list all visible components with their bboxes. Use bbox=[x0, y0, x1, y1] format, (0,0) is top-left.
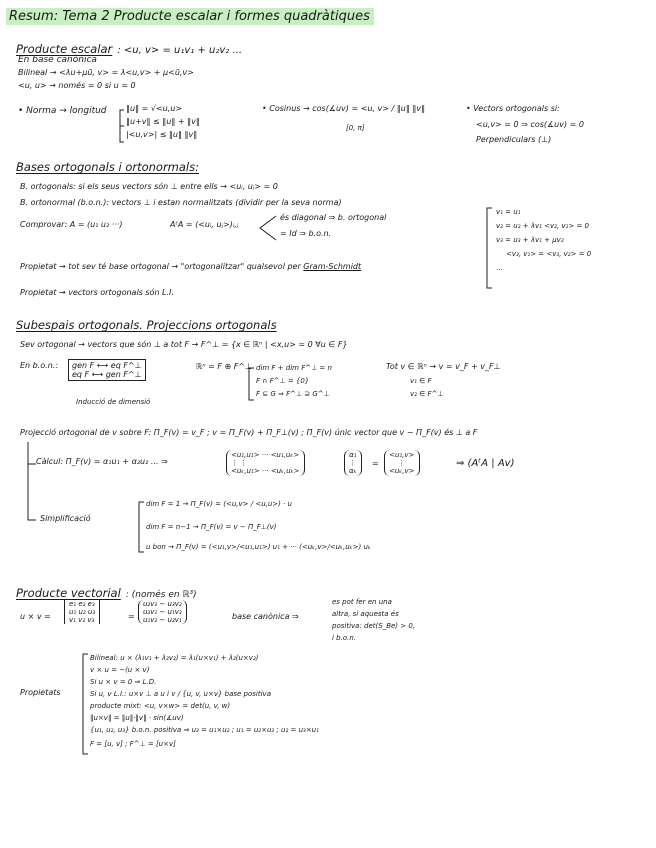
uxv-label: u × v = bbox=[20, 612, 51, 621]
inducio-dimensio: Inducció de dimensió bbox=[76, 398, 151, 406]
simp-item: dim F = n−1 → Π_F(v) = v − Π_F⊥(v) bbox=[146, 523, 277, 531]
tot-item: v₂ ∈ F^⊥ bbox=[410, 390, 444, 398]
gs-line: <v₃, v₁> = <v₃, v₂> = 0 bbox=[506, 250, 592, 258]
rn-item: F ∩ F^⊥ = {0} bbox=[256, 377, 310, 385]
note-line: positiva: det(S_Be) > 0, bbox=[332, 622, 416, 630]
propietat-item: F = [u, v] ; F^⊥ = [u×v] bbox=[90, 740, 176, 748]
producte-vectorial-note: : (només en ℝ³) bbox=[125, 590, 197, 600]
box-line: gen F ⟷ eq F^⊥ bbox=[72, 361, 142, 370]
cross-row: u₁v₂ − u₂v₁ bbox=[143, 616, 182, 624]
rn-item: F ⊆ G ⇒ F^⊥ ⊇ G^⊥ bbox=[256, 390, 330, 398]
cosinus-formula: • Cosinus → cos(∡uv) = <u, v> / ‖u‖ ‖v‖ bbox=[262, 104, 426, 113]
projeccio-ortogonal: Projecció ortogonal de v sobre F: Π_F(v) = v_F ; v = Π_F(v) + Π_F⊥(v) ; Π_F(v) únic vector que v − Π_F(v) és ⊥ a F bbox=[20, 428, 478, 437]
b-ortogonals: B. ortogonals: si els seus vectors són ⊥ entre ells → <uᵢ, uⱼ> = 0 bbox=[20, 182, 278, 191]
equals-sign: = bbox=[372, 459, 379, 468]
note-line: es pot fer en una bbox=[332, 598, 392, 606]
rhs-entry: ⋮ bbox=[398, 459, 406, 467]
vectors-ortogonals: • Vectors ortogonals si: bbox=[466, 104, 560, 113]
note-line: altra, si aquesta és bbox=[332, 610, 399, 618]
alpha-entry: αₖ bbox=[349, 467, 357, 475]
propietat-item: producte mixt: <u, v×w> = det(u, v, w) bbox=[90, 702, 231, 710]
producte-escalar-heading: Producte escalar bbox=[16, 42, 113, 56]
note-line: i b.o.n. bbox=[332, 634, 357, 642]
det-row: e₁ e₂ e₃ bbox=[69, 600, 95, 608]
propietat-item: Si u × v = 0 ⇒ L.D. bbox=[90, 678, 157, 686]
tot-v: Tot v ∈ ℝⁿ → v = v_F + v_F⊥ bbox=[386, 362, 501, 371]
diag-bon: = Id ⇒ b.o.n. bbox=[280, 229, 332, 238]
alpha-entry: α₁ bbox=[349, 451, 357, 459]
alpha-entry: ⋮ bbox=[349, 459, 357, 467]
bases-heading: Bases ortogonals i ortonormals: bbox=[16, 160, 199, 174]
matrix-row: ⋮ ⋮ bbox=[231, 459, 248, 467]
en-bon: En b.o.n.: bbox=[20, 361, 59, 370]
bilineal-line: Bilineal → <λu+μũ, v> = λ<u,v> + μ<ũ,v> bbox=[18, 68, 194, 77]
base-canonica: base canònica ⇒ bbox=[232, 612, 299, 621]
matrix-row: <uₖ,u₁> ··· <uₖ,uₖ> bbox=[231, 467, 300, 475]
base-canonica-line: En base canònica bbox=[18, 55, 97, 65]
calcul-line: Càlcul: Π_F(v) = α₁u₁ + α₂u₂ ... ⇒ bbox=[36, 457, 168, 466]
simp-brace bbox=[136, 500, 146, 554]
perpendiculars: Perpendiculars (⊥) bbox=[476, 135, 552, 144]
propietats-brace bbox=[80, 652, 90, 756]
norma-item: ‖u‖ = √<u,u> bbox=[126, 104, 183, 113]
calcul-connector bbox=[24, 440, 40, 524]
bon-box bbox=[68, 359, 146, 381]
ata-av: ⇒ (AᵗA | Av) bbox=[456, 458, 515, 469]
propietat-1-text: Propietat → tot sev té base ortogonal → "ortogonalitzar" qualsevol per bbox=[20, 262, 301, 271]
gs-line: v₂ = u₂ + λv₁ <v₂, v₁> = 0 bbox=[496, 222, 589, 230]
cross-result bbox=[138, 600, 187, 624]
comprovar: Comprovar: A = (u₁ u₂ ···) bbox=[20, 220, 123, 229]
vectors-ortogonals-cond: <u,v> = 0 ⇒ cos(∡uv) = 0 bbox=[476, 120, 584, 129]
cross-row: u₂v₃ − u₃v₂ bbox=[143, 600, 182, 608]
rhs-entry: <u₁,v> bbox=[389, 451, 415, 459]
ata-formula: AᵗA = (<uᵢ, uⱼ>)ᵢ,ⱼ bbox=[170, 220, 239, 229]
gs-line: v₁ = u₁ bbox=[496, 208, 521, 216]
propietat-item: ‖u×v‖ = ‖u‖·‖v‖ · sin(∡uv) bbox=[90, 714, 184, 722]
propietat-item: Bilineal: u × (λ₁v₁ + λ₂v₂) = λ₁(u×v₁) + λ₂(u×v₂) bbox=[90, 654, 259, 662]
propietat-gram-schmidt bbox=[20, 262, 361, 271]
rn-direct-sum: ℝⁿ = F ⊕ F^⊥ bbox=[196, 362, 252, 371]
alpha-vector bbox=[344, 450, 362, 476]
rn-brace bbox=[246, 366, 256, 402]
simp-item: dim F = 1 → Π_F(v) = (<u,v> / <u,u>) · u bbox=[146, 500, 292, 508]
gram-schmidt-link: Gram-Schmidt bbox=[303, 262, 362, 271]
diag-ortogonal: és diagonal ⇒ b. ortogonal bbox=[280, 213, 387, 222]
gs-line: ··· bbox=[496, 266, 503, 274]
gs-line: v₃ = u₃ + λv₁ + μv₂ bbox=[496, 236, 564, 244]
rhs-entry: <uₖ,v> bbox=[389, 467, 415, 475]
tot-item: v₁ ∈ F bbox=[410, 377, 432, 385]
norma-label: • Norma → longitud bbox=[18, 106, 107, 116]
page-title: Resum: Tema 2 Producte escalar i formes quadràtiques bbox=[6, 8, 374, 25]
determinant bbox=[64, 600, 100, 624]
box-line: eq F ⟷ gen F^⊥ bbox=[72, 370, 142, 379]
matrix-row: <u₁,u₁> ··· <u₁,uₖ> bbox=[231, 451, 300, 459]
det-row: u₁ u₂ u₃ bbox=[69, 608, 96, 616]
rn-item: dim F + dim F^⊥ = n bbox=[256, 364, 332, 372]
b-ortonormal: B. ortonormal (b.o.n.): vectors ⊥ i estan normalitzats (dividir per la seva norma) bbox=[20, 198, 342, 207]
subespais-heading: Subespais ortogonals. Projeccions ortogonals bbox=[16, 318, 277, 332]
simp-item: u bon → Π_F(v) = (<u₁,v>/<u₁,u₁>) u₁ + ··· (<uₖ,v>/<uₖ,uₖ>) uₖ bbox=[146, 543, 371, 551]
propietat-item: {u₁, u₂, u₃} b.o.n. positiva ⇒ u₃ = u₁×u₂ ; u₁ = u₂×u₃ ; u₂ = u₃×u₁ bbox=[90, 726, 319, 734]
producte-vectorial-header bbox=[16, 582, 197, 601]
simplificacio: Simplificació bbox=[40, 514, 91, 523]
sev-ortogonal: Sev ortogonal → vectors que són ⊥ a tot F → F^⊥ = {x ∈ ℝⁿ | <x,u> = 0 ∀u ∈ F} bbox=[20, 340, 348, 349]
propietat-li: Propietat → vectors ortogonals són L.I. bbox=[20, 288, 174, 297]
cross-row: u₃v₁ − u₁v₃ bbox=[143, 608, 182, 616]
gram-matrix bbox=[226, 450, 305, 476]
propietats-label: Propietats bbox=[20, 688, 61, 697]
norma-item: ‖u+v‖ ≤ ‖u‖ + ‖v‖ bbox=[126, 117, 200, 126]
equals-sign: = bbox=[128, 612, 135, 621]
det-row: v₁ v₂ v₃ bbox=[69, 616, 95, 624]
nomes-zero-line: <u, u> → només = 0 si u = 0 bbox=[18, 81, 136, 90]
diag-branch bbox=[256, 214, 280, 242]
propietat-item: v × u = −(u × v) bbox=[90, 666, 150, 674]
rhs-vector bbox=[384, 450, 420, 476]
gs-brace bbox=[484, 206, 494, 290]
norma-item: |<u,v>| ≤ ‖u‖ ‖v‖ bbox=[126, 130, 198, 139]
producte-vectorial-heading: Producte vectorial bbox=[16, 586, 121, 600]
producte-escalar-formula: : <u, v> = u₁v₁ + u₂v₂ ... bbox=[117, 45, 243, 56]
cosinus-range: [0, π] bbox=[346, 124, 365, 132]
propietat-item: Si u, v L.I.: u×v ⊥ a u i v / {u, v, u×v} base positiva bbox=[90, 690, 271, 698]
